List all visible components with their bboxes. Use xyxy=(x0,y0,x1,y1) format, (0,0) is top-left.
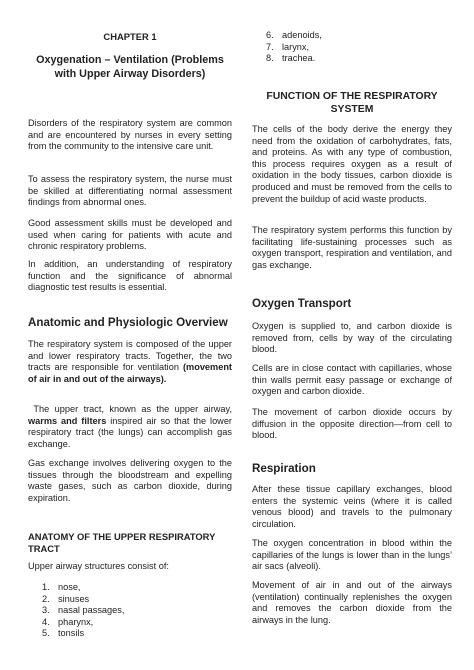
chapter-title: Oxygenation – Ventilation (Problems with Upper Airway Disorders) xyxy=(36,54,224,80)
list-item: 1. nose, xyxy=(42,582,81,592)
chapter-label: CHAPTER 1 xyxy=(103,31,157,42)
list-item: 6. adenoids, xyxy=(266,30,322,40)
respiration-heading: Respiration xyxy=(252,462,316,475)
anatomic-paragraph-3: Gas exchange involves delivering oxygen to the tissues through the bloodstream and expelling waste gases, such as carbon dioxide, during expiration. xyxy=(28,458,232,503)
anatomic-paragraph-1 xyxy=(28,339,232,385)
respiration-paragraph-1: After these tissue capillary exchanges, blood enters the systemic veins (where it is called venous blood) and travels to the pulmonary circulation. xyxy=(252,484,452,529)
list-item: 7. larynx, xyxy=(266,41,310,52)
anatomic-paragraph-1-text: The respiratory system is composed of the upper and lower respiratory tracts. Together, the two tracts are responsible for ventilation xyxy=(28,339,232,373)
anatomic-paragraph-1-bold: (movement of air in and out of the airways). xyxy=(28,362,232,384)
list-item: 5. tonsils xyxy=(42,628,85,639)
oxygen-transport-heading: Oxygen Transport xyxy=(252,297,352,310)
anatomic-overview-heading: Anatomic and Physiologic Overview xyxy=(28,316,228,329)
oxygen-paragraph-2: Cells are in close contact with capillaries, whose thin walls permit easy passage or exchange of oxygen and carbon dioxide. xyxy=(252,363,452,397)
oxygen-paragraph-1: Oxygen is supplied to, and carbon dioxide is removed from, cells by way of the circulating blood. xyxy=(252,321,452,355)
respiration-paragraph-2: The oxygen concentration in blood within the capillaries of the lungs is lower than in the lungs’ air sacs (alveoli). xyxy=(252,538,452,572)
anatomic-paragraph-2-pre: The upper tract, known as the upper airway, xyxy=(33,404,232,414)
upper-tract-intro: Upper airway structures consist of: xyxy=(28,561,169,571)
upper-structures-list-continued xyxy=(266,30,322,65)
intro-paragraph-2: To assess the respiratory system, the nurse must be skilled at differentiating normal assessment findings from abnormal ones. xyxy=(28,174,232,208)
list-item: 8. trachea. xyxy=(266,53,316,64)
anatomic-paragraph-2-bold: warms and filters xyxy=(28,415,107,426)
intro-paragraph-3: Good assessment skills must be developed and used when caring for patients with acute and chronic respiratory problems. xyxy=(28,218,232,252)
upper-tract-heading: ANATOMY OF THE UPPER RESPIRATORY TRACT xyxy=(28,531,216,554)
anatomic-paragraph-2 xyxy=(28,404,232,450)
function-paragraph-1: The cells of the body derive the energy they need from the oxidation of carbohydrates, fats, and proteins. As with any type of combustion, this process requires oxygen as a result of oxidation in the body tissues, carbon dioxide is produced and must be removed from the cells to prevent the buildup of acid waste products. xyxy=(252,124,452,204)
intro-paragraph-4: In addition, an understanding of respiratory function and the significance of abnormal diagnostic test results is essential. xyxy=(28,259,232,293)
oxygen-paragraph-3: The movement of carbon dioxide occurs by diffusion in the opposite direction—from cell to blood. xyxy=(252,407,452,441)
function-heading: FUNCTION OF THE RESPIRATORY SYSTEM xyxy=(266,91,438,115)
list-item: 2. sinuses xyxy=(42,593,90,604)
function-paragraph-2: The respiratory system performs this function by facilitating life-sustaining processes such as oxygen transport, respiration and ventilation, and gas exchange. xyxy=(252,225,452,270)
list-item: 3. nasal passages, xyxy=(42,605,125,616)
intro-paragraph-1: Disorders of the respiratory system are common and are encountered by nurses in every setting from the community to the intensive care unit. xyxy=(28,118,232,152)
list-item: 4. pharynx, xyxy=(42,616,94,627)
anatomic-paragraph-2-post: inspired air so that the lower respiratory tract (the lungs) can accomplish gas exchange. xyxy=(28,415,232,449)
upper-structures-list xyxy=(42,582,124,640)
respiration-paragraph-3: Movement of air in and out of the airways (ventilation) continually replenishes the oxygen and removes the carbon dioxide from the airways in the lung. xyxy=(252,580,452,625)
